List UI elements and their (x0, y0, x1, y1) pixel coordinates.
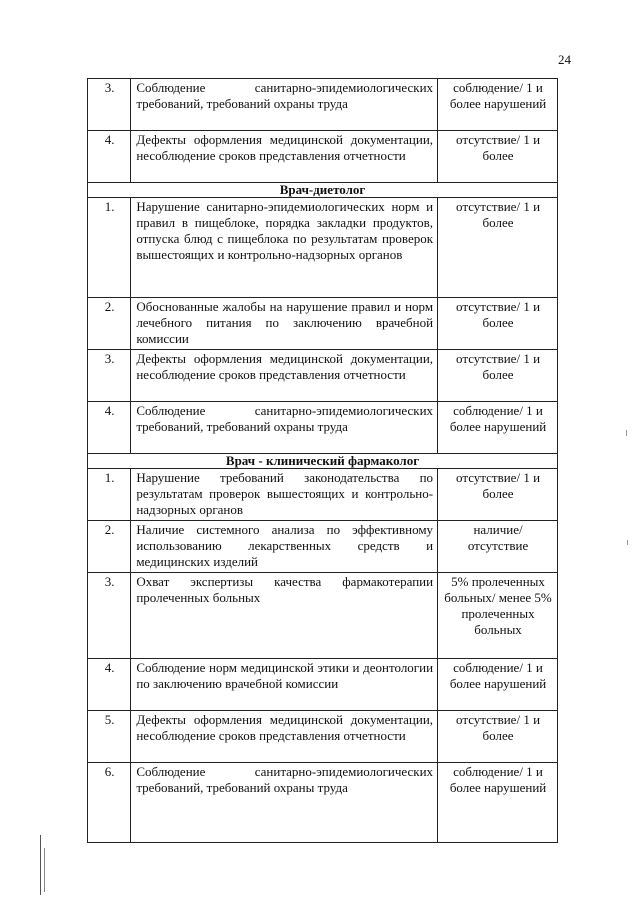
section-heading-row (88, 183, 558, 198)
table-row (88, 573, 558, 659)
page-number: 24 (558, 52, 571, 67)
criterion-text: Соблюдение санитарно-эпидемиологических требований, требований охраны труда (131, 79, 438, 131)
criterion-text: Дефекты оформления медицинской документации, несоблюдение сроков представления отчетности (131, 711, 438, 763)
table-row (88, 521, 558, 573)
row-number: 1. (88, 469, 131, 521)
row-number: 5. (88, 711, 131, 763)
criterion-text: Наличие системного анализа по эффективному использованию лекарственных средств и медицинских изделий (131, 521, 438, 573)
scan-margin-line (40, 835, 41, 895)
criterion-value: отсутствие/ 1 и более (438, 198, 558, 298)
table-row (88, 298, 558, 350)
table-row (88, 659, 558, 711)
row-number: 3. (88, 350, 131, 402)
criterion-value: соблюдение/ 1 и более нарушений (438, 79, 558, 131)
criterion-text: Дефекты оформления медицинской документации, несоблюдение сроков представления отчетности (131, 131, 438, 183)
scan-speck (627, 540, 628, 545)
criterion-value: отсутствие/ 1 и более (438, 131, 558, 183)
row-number: 4. (88, 659, 131, 711)
section-heading-dietitian: Врач-диетолог (88, 183, 558, 198)
criterion-value: отсутствие/ 1 и более (438, 350, 558, 402)
row-number: 2. (88, 521, 131, 573)
criterion-value: отсутствие/ 1 и более (438, 469, 558, 521)
table-row (88, 469, 558, 521)
section-heading-row (88, 454, 558, 469)
table-row (88, 131, 558, 183)
criterion-text: Соблюдение санитарно-эпидемиологических требований, требований охраны труда (131, 763, 438, 843)
table-row (88, 198, 558, 298)
criterion-value: отсутствие/ 1 и более (438, 298, 558, 350)
table-row (88, 402, 558, 454)
table-row (88, 350, 558, 402)
criterion-text: Нарушение требований законодательства по результатам проверок вышестоящих и контрольно-надзорных органов (131, 469, 438, 521)
row-number: 3. (88, 79, 131, 131)
criterion-value: соблюдение/ 1 и более нарушений (438, 402, 558, 454)
criterion-text: Соблюдение санитарно-эпидемиологических требований, требований охраны труда (131, 402, 438, 454)
criteria-table (87, 78, 558, 843)
criterion-text: Дефекты оформления медицинской документации, несоблюдение сроков представления отчетности (131, 350, 438, 402)
table-row (88, 763, 558, 843)
criterion-value: соблюдение/ 1 и более нарушений (438, 763, 558, 843)
table-row (88, 711, 558, 763)
section-heading-clinical-pharmacologist: Врач - клинический фармаколог (88, 454, 558, 469)
scan-speck (626, 430, 627, 436)
criterion-text: Нарушение санитарно-эпидемиологических норм и правил в пищеблоке, порядка закладки продуктов, отпуска блюд с пищеблока по результатам проверок вышестоящих и контрольно-надзорных органов (131, 198, 438, 298)
criterion-text: Соблюдение норм медицинской этики и деонтологии по заключению врачебной комиссии (131, 659, 438, 711)
row-number: 3. (88, 573, 131, 659)
row-number: 2. (88, 298, 131, 350)
criterion-text: Обоснованные жалобы на нарушение правил и норм лечебного питания по заключению врачебной комиссии (131, 298, 438, 350)
criterion-value: соблюдение/ 1 и более нарушений (438, 659, 558, 711)
criterion-value: наличие/ отсутствие (438, 521, 558, 573)
row-number: 4. (88, 402, 131, 454)
table-row (88, 79, 558, 131)
row-number: 1. (88, 198, 131, 298)
row-number: 6. (88, 763, 131, 843)
criterion-value: отсутствие/ 1 и более (438, 711, 558, 763)
criterion-value: 5% пролеченных больных/ менее 5% пролеченных больных (438, 573, 558, 659)
row-number: 4. (88, 131, 131, 183)
scan-margin-line (44, 848, 45, 892)
criterion-text: Охват экспертизы качества фармакотерапии пролеченных больных (131, 573, 438, 659)
